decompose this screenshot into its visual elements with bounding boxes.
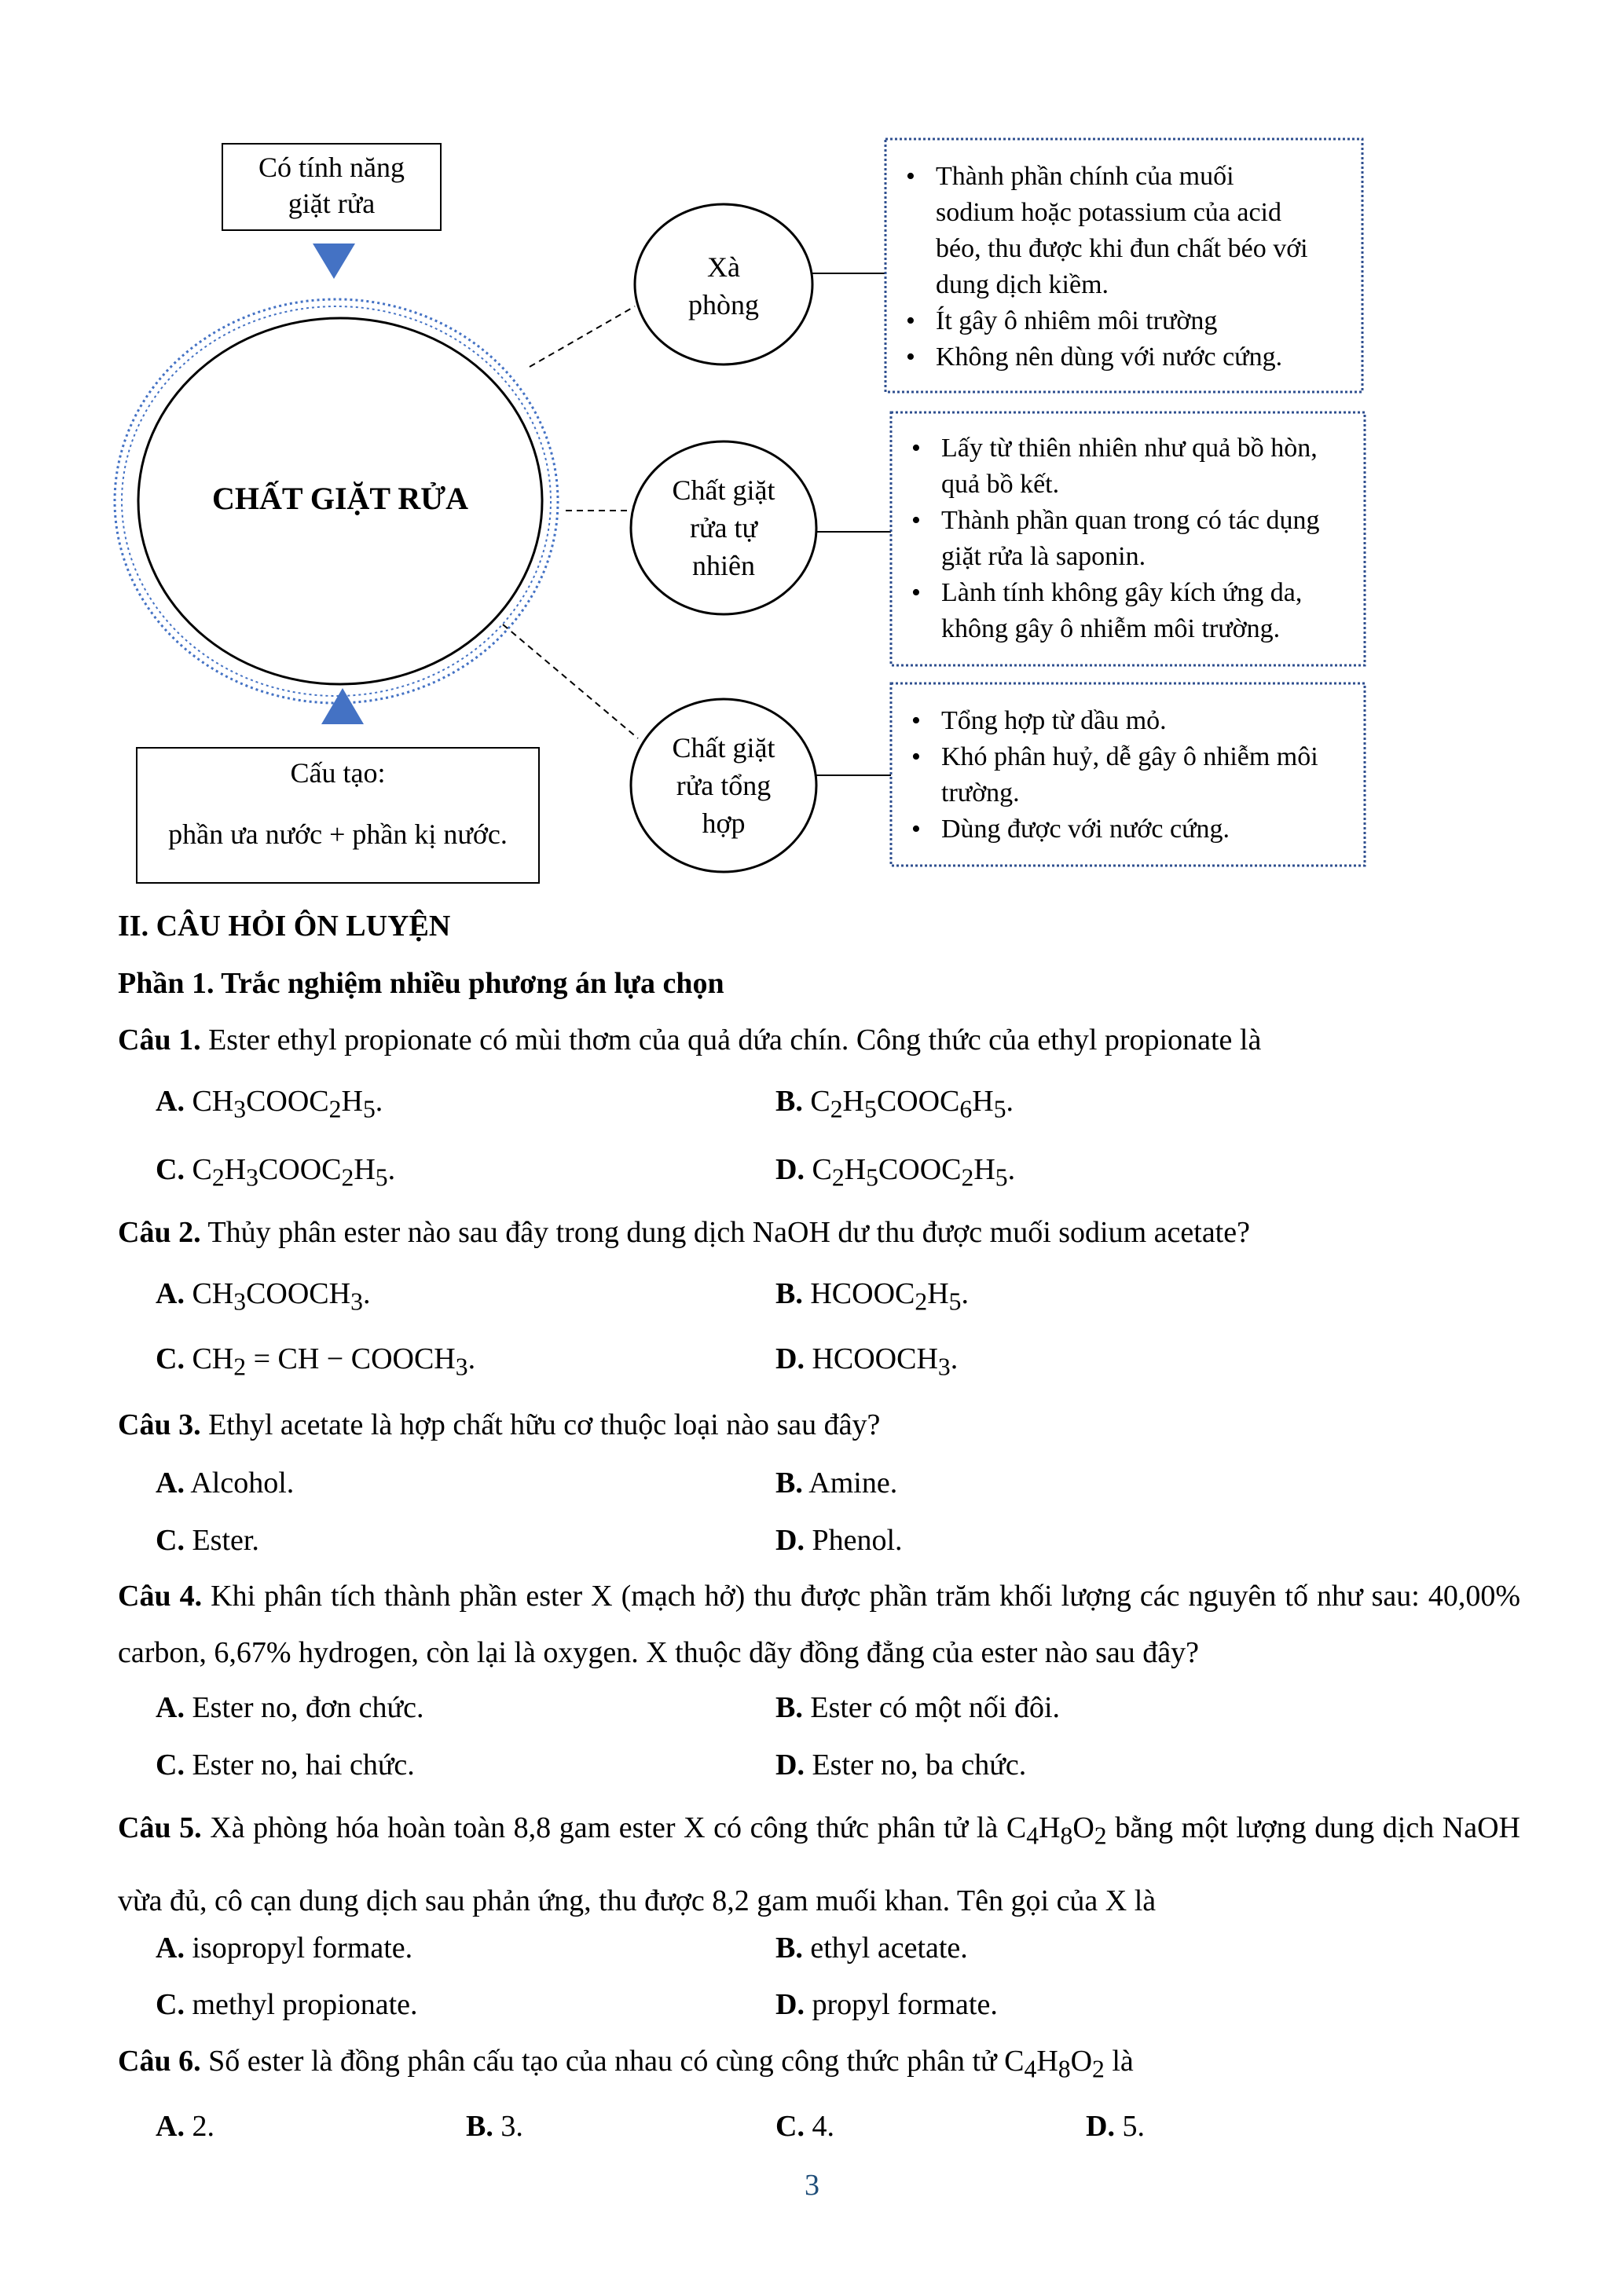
q3-option-c[interactable]	[156, 1522, 259, 1559]
q1-a-text: $CH_3COOC_2H_5$.	[192, 1085, 383, 1123]
q2-d-letter: D.	[775, 1342, 805, 1375]
bullet-2-2	[907, 503, 1353, 575]
q4-d-letter: D.	[775, 1749, 805, 1782]
bullet-2-1	[907, 430, 1353, 503]
q6-a-letter: A.	[156, 2110, 185, 2143]
question-3-label: Câu 3.	[118, 1408, 201, 1441]
node-2-line-1: Chất giặt	[672, 474, 775, 506]
bullet-2-3	[907, 575, 1353, 647]
section-title: II. CÂU HỎI ÔN LUYỆN	[118, 910, 451, 943]
q5-c-text: methyl propionate.	[192, 1988, 418, 2021]
node-2-line-3: nhiên	[692, 550, 755, 581]
node-xa-phong-label	[635, 248, 812, 324]
q2-b-letter: B.	[775, 1277, 803, 1310]
q1-option-a[interactable]	[156, 1082, 383, 1129]
node-2-line-2: rửa tự	[690, 512, 757, 544]
bullet-3-1	[907, 703, 1353, 739]
question-1-text: Ester ethyl propionate có mùi thơm của quả dứa chín. Công thức của ethyl propionate là	[208, 1023, 1262, 1056]
q2-d-text: $HCOOCH_3$.	[812, 1342, 959, 1381]
q5-d-text: propyl formate.	[812, 1988, 998, 2021]
bottom-box-line-1: Cấu tạo:	[290, 757, 386, 789]
b33-l1: • Dùng được với nước cứng.	[941, 815, 1230, 844]
q2-option-c[interactable]	[156, 1340, 475, 1386]
q6-option-b[interactable]	[466, 2107, 523, 2145]
q1-a-letter: A.	[156, 1085, 185, 1118]
triangle-down-icon	[313, 244, 355, 279]
q5-option-d[interactable]	[775, 1986, 998, 2023]
q1-c-text: $C_2H_3COOC_2H_5$.	[192, 1153, 396, 1192]
top-box-line-2: giặt rửa	[288, 188, 376, 219]
q2-c-letter: C.	[156, 1342, 185, 1375]
bullet-1-2	[901, 303, 1351, 339]
b22-l1: • Thành phần quan trong có tác dụng	[941, 506, 1320, 535]
q4-a-letter: A.	[156, 1691, 185, 1724]
q2-option-b[interactable]	[775, 1275, 969, 1321]
b13-l1: • Không nên dùng với nước cứng.	[936, 342, 1283, 372]
bottom-box-line-2: phần ưa nước + phần kị nước.	[168, 818, 508, 850]
q2-b-text: $HCOOC_2H_5$.	[810, 1277, 969, 1316]
question-3-text: Ethyl acetate là hợp chất hữu cơ thuộc loại nào sau đây?	[208, 1408, 881, 1441]
info-box-2-list	[907, 430, 1353, 647]
q5-a-text: isopropyl formate.	[192, 1932, 413, 1965]
q3-b-text: Amine.	[808, 1467, 898, 1500]
b11-l1: • Thành phần chính của muối	[936, 162, 1234, 191]
q4-b-text: Ester có một nối đôi.	[810, 1691, 1061, 1724]
q3-c-letter: C.	[156, 1524, 185, 1557]
q4-option-c[interactable]	[156, 1746, 415, 1784]
q5-option-c[interactable]	[156, 1986, 418, 2023]
q5-option-b[interactable]	[775, 1929, 968, 1967]
bullet-3-2	[907, 739, 1353, 811]
q6-option-c[interactable]	[775, 2107, 834, 2145]
question-4	[118, 1568, 1520, 1681]
q3-option-d[interactable]	[775, 1522, 903, 1559]
q5-c-letter: C.	[156, 1988, 185, 2021]
q6-d-letter: D.	[1086, 2110, 1115, 2143]
triangle-up-icon	[321, 688, 364, 724]
top-box-line-1: Có tính năng	[258, 152, 405, 183]
q3-b-letter: B.	[775, 1467, 803, 1500]
node-tu-nhien-label	[631, 471, 816, 584]
q4-option-d[interactable]	[775, 1746, 1026, 1784]
node-3-line-1: Chất giặt	[672, 732, 775, 764]
bullet-1-1	[901, 159, 1351, 303]
node-tong-hop-label	[631, 729, 816, 842]
question-6-text: Số ester là đồng phân cấu tạo của nhau có cùng công thức phân tử $C_4H_8O_2$ là	[208, 2045, 1134, 2083]
b12-l1: • Ít gây ô nhiêm môi trường	[936, 306, 1218, 335]
q6-a-text: 2.	[192, 2110, 214, 2143]
bullet-1-3	[901, 339, 1351, 375]
q5-d-letter: D.	[775, 1988, 805, 2021]
q2-option-a[interactable]	[156, 1275, 370, 1321]
q4-c-letter: C.	[156, 1749, 185, 1782]
b21-l2: quả bồ kết.	[941, 470, 1060, 499]
b32-l2: trường.	[941, 778, 1020, 807]
q5-b-letter: B.	[775, 1932, 803, 1965]
b23-l1: • Lành tính không gây kích ứng da,	[941, 578, 1303, 607]
q2-a-letter: A.	[156, 1277, 185, 1310]
page-number: 3	[805, 2169, 819, 2202]
q4-a-text: Ester no, đơn chức.	[192, 1691, 424, 1724]
q4-option-b[interactable]	[775, 1689, 1060, 1727]
q6-c-text: 4.	[812, 2110, 834, 2143]
q1-d-letter: D.	[775, 1153, 805, 1186]
center-title: CHẤT GIẶT RỬA	[212, 481, 468, 516]
q5-option-a[interactable]	[156, 1929, 412, 1967]
question-4-text: Khi phân tích thành phần ester X (mạch hở) thu được phần trăm khối lượng các nguyên tố như sau: 40,00% carbon, 6,67% hydrogen, còn lại là oxygen. X thuộc dãy đồng đẳng của ester nào sau đây?	[118, 1580, 1521, 1669]
question-4-label: Câu 4.	[118, 1580, 203, 1613]
q1-option-c[interactable]	[156, 1151, 395, 1197]
b31-l1: • Tổng hợp từ dầu mỏ.	[941, 706, 1167, 735]
b23-l2: không gây ô nhiễm môi trường.	[941, 614, 1281, 643]
q6-c-letter: C.	[775, 2110, 805, 2143]
q3-option-b[interactable]	[775, 1464, 897, 1502]
question-2-label: Câu 2.	[118, 1216, 201, 1249]
q2-a-text: $CH_3COOCH_3$.	[192, 1277, 371, 1316]
q6-option-a[interactable]	[156, 2107, 214, 2145]
question-6-label: Câu 6.	[118, 2045, 201, 2078]
info-box-3-list	[907, 703, 1353, 848]
top-box-text	[222, 149, 441, 222]
q4-c-text: Ester no, hai chức.	[192, 1749, 415, 1782]
q5-a-letter: A.	[156, 1932, 185, 1965]
b21-l1: • Lấy từ thiên nhiên như quả bồ hòn,	[941, 434, 1318, 463]
q6-option-d[interactable]	[1086, 2107, 1145, 2145]
bottom-box-text	[137, 754, 539, 853]
connector-tong-hop	[503, 624, 638, 738]
question-2-text: Thủy phân ester nào sau đây trong dung dịch NaOH dư thu được muối sodium acetate?	[207, 1216, 1250, 1249]
question-2	[118, 1214, 1250, 1251]
question-5-label: Câu 5.	[118, 1811, 202, 1844]
b32-l1: • Khó phân huỷ, dễ gây ô nhiễm môi	[941, 742, 1318, 771]
b22-l2: giặt rửa là saponin.	[941, 542, 1146, 571]
question-6	[118, 2042, 1134, 2089]
bullet-3-3	[907, 811, 1353, 848]
q2-option-d[interactable]	[775, 1340, 958, 1386]
info-box-1-list	[901, 159, 1351, 375]
q1-b-text: $C_2H_5COOC_6H_5$.	[810, 1085, 1014, 1123]
q6-b-text: 3.	[500, 2110, 523, 2143]
question-1-label: Câu 1.	[118, 1023, 201, 1056]
q6-d-text: 5.	[1122, 2110, 1145, 2143]
b11-l2: sodium hoặc potassium của acid	[936, 198, 1282, 227]
node-1-line-2: phòng	[688, 289, 759, 320]
q1-d-text: $C_2H_5COOC_2H_5$.	[812, 1153, 1016, 1192]
q3-option-a[interactable]	[156, 1464, 294, 1502]
q3-d-letter: D.	[775, 1524, 805, 1557]
q3-a-letter: A.	[156, 1467, 185, 1500]
q2-c-text: $CH_2$ = CH − $COOCH_3$.	[192, 1342, 476, 1381]
question-5-text: Xà phòng hóa hoàn toàn 8,8 gam ester X có công thức phân tử là $C_4H_8O_2$ bằng một lượng dung dịch NaOH vừa đủ, cô cạn dung dịch sau phản ứng, thu được 8,2 gam muối khan. Tên gọi của X là	[118, 1811, 1520, 1917]
q4-b-letter: B.	[775, 1691, 803, 1724]
q1-option-d[interactable]	[775, 1151, 1015, 1197]
question-3	[118, 1406, 880, 1444]
node-1-line-1: Xà	[707, 251, 740, 283]
q1-c-letter: C.	[156, 1153, 185, 1186]
q6-b-letter: B.	[466, 2110, 493, 2143]
b11-l4: dung dịch kiềm.	[936, 270, 1109, 299]
q4-option-a[interactable]	[156, 1689, 423, 1727]
question-5	[118, 1796, 1520, 1933]
q1-option-b[interactable]	[775, 1082, 1014, 1129]
node-3-line-3: hợp	[702, 807, 746, 839]
q1-b-letter: B.	[775, 1085, 803, 1118]
q4-d-text: Ester no, ba chức.	[812, 1749, 1027, 1782]
question-1	[118, 1021, 1261, 1059]
q3-d-text: Phenol.	[812, 1524, 903, 1557]
b11-l3: béo, thu được khi đun chất béo với	[936, 234, 1308, 263]
part-title: Phần 1. Trắc nghiệm nhiều phương án lựa chọn	[118, 967, 724, 1000]
q5-b-text: ethyl acetate.	[810, 1932, 968, 1965]
q3-a-text: Alcohol.	[190, 1467, 295, 1500]
connector-xa-phong	[530, 306, 635, 367]
q3-c-text: Ester.	[192, 1524, 259, 1557]
node-3-line-2: rửa tổng	[676, 770, 772, 801]
